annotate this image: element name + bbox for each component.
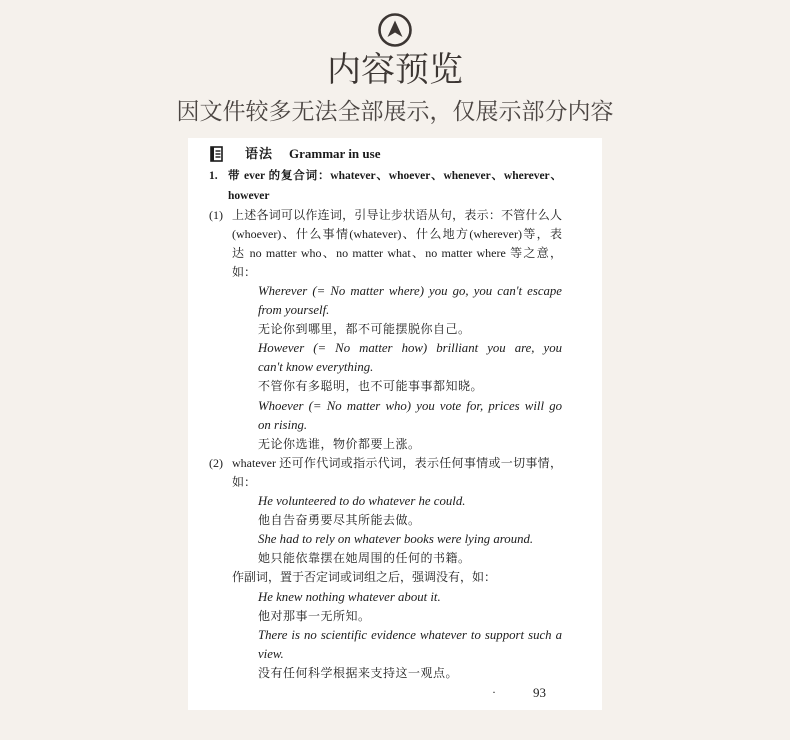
usage-number: (1)	[209, 207, 223, 222]
example-en-line	[188, 339, 602, 358]
example-zh-line	[188, 549, 602, 568]
section-heading-line	[188, 187, 602, 206]
usage-line	[188, 244, 602, 263]
usage-line	[188, 473, 602, 492]
usage-text: whatever 还可作代词或指示代词，表示任何事情或一切事情，	[232, 455, 562, 470]
example-en-line	[188, 358, 602, 377]
usage-text: (whoever)、什么事情(whatever)、什么地方(wherever)等，表	[232, 226, 562, 241]
usage-text: 上述各词可以作连词，引导让步状语从句，表示：不管什么人	[232, 207, 562, 222]
example-en-text: view.	[258, 646, 284, 661]
page-number: 93	[533, 684, 546, 700]
example-en-line	[188, 301, 602, 320]
example-en-text: He volunteered to do whatever he could.	[258, 494, 466, 509]
up-arrow-circle-icon	[377, 12, 413, 48]
section-heading-text: however	[228, 189, 270, 202]
example-en-line	[188, 397, 602, 416]
usage-line	[188, 263, 602, 282]
example-en-text: from yourself.	[258, 303, 330, 318]
example-zh-line	[188, 607, 602, 626]
example-zh-text: 无论你选谁，物价都要上涨。	[258, 436, 421, 451]
preview-subtitle: 因文件较多无法全部展示，仅展示部分内容	[176, 98, 614, 124]
usage-line	[188, 454, 602, 473]
example-en-line	[188, 416, 602, 435]
example-en-text: However (= No matter how) brilliant you are, you	[258, 341, 562, 356]
section-heading-line	[188, 167, 602, 186]
example-zh-text: 无论你到哪里，都不可能摆脱你自己。	[258, 322, 471, 337]
example-en-text: on rising.	[258, 417, 308, 432]
section-number: 1.	[209, 170, 218, 183]
header-en-label: Grammar in use	[289, 146, 381, 161]
usage-line	[188, 206, 602, 225]
example-zh-line	[188, 511, 602, 530]
example-zh-text: 他自告奋勇要尽其所能去做。	[258, 513, 421, 528]
header-zh-label: 语法	[245, 146, 274, 161]
example-zh-line	[188, 320, 602, 339]
example-en-text: Whoever (= No matter who) you vote for, prices will go	[258, 398, 562, 413]
example-zh-text: 不管你有多聪明，也不可能事事都知晓。	[258, 379, 484, 394]
page-footer	[188, 683, 602, 702]
usage-number: (2)	[209, 455, 223, 470]
example-en-text: He knew nothing whatever about it.	[258, 589, 441, 604]
example-zh-text: 没有任何科学根据来支持这一观点。	[258, 665, 459, 680]
usage-line	[188, 225, 602, 244]
usage-text: 如：	[232, 264, 257, 279]
example-en-text: She had to rely on whatever books were lying around.	[258, 532, 534, 547]
preview-title: 内容预览	[327, 51, 463, 89]
section-heading-text: 带 ever 的复合词：whatever、whoever、whenever、wherever、	[228, 170, 562, 183]
example-en-line	[188, 282, 602, 301]
document-page	[188, 138, 602, 710]
example-en-text: Wherever (= No matter where) you go, you can't escape	[258, 284, 562, 298]
example-zh-line	[188, 377, 602, 396]
example-en-text: can't know everything.	[258, 360, 374, 375]
example-zh-line	[188, 435, 602, 454]
example-en-line	[188, 530, 602, 549]
adverb-usage-line	[188, 568, 602, 587]
document-body	[188, 167, 602, 702]
usage-text: 达 no matter who、no matter what、no matter where 等之意，	[232, 245, 562, 260]
grammar-header	[188, 144, 602, 164]
example-en-line	[188, 645, 602, 664]
usage-text: 如：	[232, 474, 257, 489]
footer-mark: ·	[492, 684, 496, 699]
example-zh-line	[188, 664, 602, 683]
example-en-line	[188, 492, 602, 511]
book-icon	[210, 146, 224, 162]
example-en-line	[188, 588, 602, 607]
example-en-text: There is no scientific evidence whatever to support such a	[258, 627, 562, 642]
adverb-usage-text: 作副词，置于否定词或词组之后，强调没有，如：	[232, 570, 497, 585]
example-en-line	[188, 626, 602, 645]
example-zh-text: 他对那事一无所知。	[258, 608, 371, 623]
example-zh-text: 她只能依靠摆在她周围的任何的书籍。	[258, 551, 471, 566]
